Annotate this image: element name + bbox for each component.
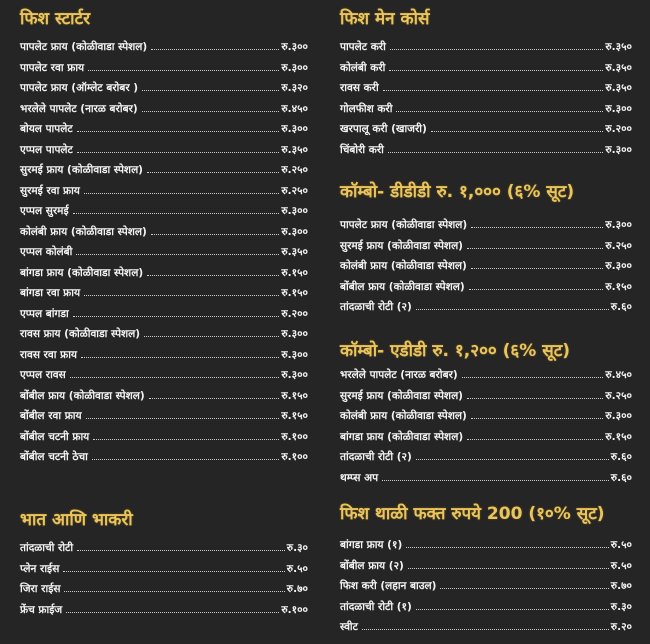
menu-item [340, 81, 632, 102]
menu-item-name: रावस करी [340, 82, 379, 94]
section-heading: भात आणि भाकरी [20, 510, 133, 530]
menu-item-name: बोंबील फ्राय (कोळीवाडा स्पेशल) [340, 280, 465, 293]
menu-item [20, 389, 308, 410]
menu-item-price: रु.१०० [281, 430, 308, 443]
menu-item-name: कोलंबी फ्राय (कोळीवाडा स्पेशल) [340, 410, 467, 422]
menu-item [20, 266, 308, 287]
menu-item [340, 102, 632, 123]
menu-item-name: प्लेन राईस [20, 562, 60, 575]
menu-item [340, 40, 632, 61]
section-fish-starter [20, 8, 308, 463]
dotted-leader [390, 49, 604, 50]
dotted-leader [73, 213, 280, 214]
menu-item-price: रु.३०० [281, 328, 308, 340]
menu-item-name: रावस फ्राय (कोळीवाडा स्पेशल) [20, 328, 141, 340]
menu-item-price: रु.३०० [281, 41, 308, 53]
menu-item-price: रु.४५० [281, 102, 308, 115]
menu-item [20, 122, 308, 143]
dotted-leader [66, 612, 279, 613]
menu-item-price: रु.३५० [605, 82, 632, 94]
section-heading: कॉम्बो- एडीडी रु. १,२०० (६% सूट) [340, 341, 571, 361]
menu-item-price: रु.२०० [605, 123, 632, 135]
menu-item [20, 348, 308, 369]
menu-item-name: बांगडा फ्राय (१) [340, 539, 403, 551]
menu-item-name: कोलंबी फ्राय (कोळीवाडा स्पेशल) [340, 260, 467, 272]
menu-item [20, 204, 308, 225]
menu-item-name: तांदळाची रोटी (२) [340, 451, 412, 463]
menu-item-price: रु.१५० [281, 266, 308, 279]
dotted-leader [144, 336, 279, 337]
menu-item-name: खरपालू करी (खाजरी) [340, 123, 427, 135]
menu-item-price: रु.३०० [281, 205, 308, 217]
menu-item-name: एप्पल कोलंबी [20, 246, 73, 258]
menu-item-name: जिरा राईस [20, 583, 61, 595]
dotted-leader [151, 49, 279, 50]
dotted-leader [149, 398, 280, 399]
menu-item [340, 579, 632, 600]
menu-item-name: फिश करी (लहान बाउल) [340, 580, 437, 592]
menu-item-price: रु.७० [286, 583, 308, 595]
menu-item-price: रु.७० [610, 580, 632, 592]
menu-item-name: सुरमई फ्राय (कोळीवाडा स्पेशल) [340, 239, 463, 252]
dotted-leader [147, 275, 279, 276]
dotted-leader [142, 111, 280, 112]
menu-item-name: एप्पल सुरमई [20, 205, 69, 217]
dotted-leader [416, 459, 609, 460]
menu-item [20, 307, 308, 328]
menu-item [20, 286, 308, 307]
menu-item [340, 600, 632, 621]
menu-item-price: रु.१५० [605, 280, 632, 293]
dotted-leader [84, 193, 279, 194]
section-heading: फिश स्टार्टर [20, 9, 91, 29]
menu-item-list [20, 40, 308, 471]
menu-item-name: पापलेट फ्राय (कोळीवाडा स्पेशल) [20, 41, 148, 53]
section-combo-dd [340, 181, 632, 313]
menu-item-name: तांदळाची रोटी (१) [340, 600, 412, 613]
menu-item [20, 163, 308, 184]
menu-item-name: बोंबील चटनी फ्राय [20, 430, 90, 443]
menu-item-name: पापलेट रवा फ्राय [20, 61, 85, 74]
section-heading: फिश मेन कोर्स [340, 9, 430, 29]
menu-item [20, 61, 308, 82]
dotted-leader [471, 418, 604, 419]
menu-item [20, 430, 308, 451]
menu-item-name: गोलफीश करी [340, 102, 393, 115]
menu-item-list [340, 218, 632, 321]
menu-item [20, 409, 308, 430]
menu-item [20, 541, 308, 562]
menu-item-price: रु.१०० [281, 451, 308, 463]
menu-item [20, 81, 308, 102]
menu-item-price: रु.२५० [605, 389, 632, 402]
menu-item [340, 368, 632, 389]
menu-item-name: एप्पल पापलेट [20, 143, 73, 156]
section-heading: फिश थाळी फक्त रुपये 200 (१०% सूट) [340, 504, 605, 524]
menu-item [340, 61, 632, 82]
dotted-leader [63, 571, 285, 572]
menu-item [20, 603, 308, 624]
menu-item-name: थम्प्स अप [340, 471, 379, 484]
menu-item-price: रु.३०० [605, 260, 632, 272]
menu-item-name: बांगडा रवा फ्राय [20, 287, 81, 299]
menu-item [20, 143, 308, 164]
menu-item [340, 559, 632, 580]
section-fish-main-course [340, 8, 632, 156]
menu-item-name: भरलेले पापलेट (नारळ बरोबर) [340, 369, 458, 381]
dotted-leader [362, 629, 609, 630]
dotted-leader [77, 550, 285, 551]
menu-item-price: रु.३५० [605, 41, 632, 53]
menu-item [20, 327, 308, 348]
dotted-leader [382, 480, 609, 481]
menu-item [340, 259, 632, 280]
dotted-leader [467, 398, 603, 399]
menu-item [20, 245, 308, 266]
menu-item-price: रु.१५० [281, 389, 308, 402]
menu-item-name: सुरमई फ्राय (कोळीवाडा स्पेशल) [20, 164, 143, 176]
menu-item-price: रु.३५० [281, 246, 308, 258]
menu-item-price: रु.२५० [281, 164, 308, 176]
dotted-leader [73, 316, 280, 317]
menu-item [340, 471, 632, 492]
dotted-leader [142, 90, 279, 91]
dotted-leader [93, 439, 279, 440]
menu-item [340, 300, 632, 321]
menu-item [340, 280, 632, 301]
menu-item [20, 582, 308, 603]
menu-item-name: स्वीट [340, 621, 358, 633]
menu-item [20, 225, 308, 246]
menu-item-list [340, 368, 632, 491]
menu-item [340, 409, 632, 430]
menu-item [20, 450, 308, 471]
menu-item [340, 218, 632, 239]
dotted-leader [151, 234, 280, 235]
menu-item-name: सुरमई रवा फ्राय [20, 184, 80, 197]
dotted-leader [469, 289, 604, 290]
dotted-leader [70, 377, 280, 378]
dotted-leader [77, 152, 280, 153]
menu-item-name: कोलंबी फ्राय (कोळीवाडा स्पेशल) [20, 225, 147, 238]
dotted-leader [467, 248, 603, 249]
dotted-leader [92, 459, 279, 460]
menu-item [340, 430, 632, 451]
menu-item-price: रु.१५० [605, 430, 632, 443]
section-fish-thali [340, 503, 632, 633]
menu-item [20, 40, 308, 61]
menu-item-price: रु.३०० [281, 348, 308, 361]
menu-item-name: भरलेले पापलेट (नारळ बरोबर) [20, 102, 138, 115]
dotted-leader [86, 418, 280, 419]
menu-item [340, 538, 632, 559]
menu-item-price: रु.३५० [605, 61, 632, 74]
menu-item-name: बांगडा फ्राय (कोळीवाडा स्पेशल) [340, 430, 464, 443]
menu-item-price: रु.२५० [605, 239, 632, 252]
menu-item-price: रु.३० [610, 600, 632, 613]
dotted-leader [396, 111, 603, 112]
dotted-leader [88, 70, 279, 71]
dotted-leader [389, 70, 603, 71]
section-combo-ad [340, 340, 632, 484]
dotted-leader [388, 152, 603, 153]
dotted-leader [84, 295, 279, 296]
menu-item-name: फ्रेंच फ्राईज [20, 603, 63, 616]
menu-item-list [340, 40, 632, 163]
menu-item-price: रु.१०० [281, 603, 308, 616]
menu-item [20, 562, 308, 583]
menu-item-price: रु.३०० [281, 225, 308, 238]
menu-item-price: रु.३०० [605, 102, 632, 115]
menu-item-name: चिंबोरी करी [340, 143, 384, 156]
menu-item-name: बोंबील चटनी ठेचा [20, 451, 88, 463]
menu-item-list [20, 541, 308, 623]
dotted-leader [416, 609, 609, 610]
section-heading: कॉम्बो- डीडीडी रु. १,००० (६% सूट) [340, 182, 575, 202]
menu-item-name: तांदळाची रोटी [20, 542, 74, 554]
menu-item-name: रावस रवा फ्राय [20, 348, 78, 361]
menu-item-price: रु.३०० [605, 410, 632, 422]
menu-item-price: रु.५० [610, 559, 632, 572]
menu-item-price: रु.६० [610, 451, 632, 463]
menu-item-name: पापलेट फ्राय (ऑम्लेट बरोबर ) [20, 82, 139, 94]
dotted-leader [467, 439, 603, 440]
menu-item-name: बांगडा फ्राय (कोळीवाडा स्पेशल) [20, 266, 144, 279]
menu-item-name: तांदळाची रोटी (२) [340, 301, 412, 313]
menu-item [340, 620, 632, 641]
menu-item-name: बोंबील रवा फ्राय [20, 410, 82, 422]
dotted-leader [471, 268, 604, 269]
section-rice-bread [20, 509, 308, 616]
menu-item-price: रु.६० [610, 301, 632, 313]
menu-item-price: रु.५० [610, 539, 632, 551]
dotted-leader [383, 90, 604, 91]
menu-item-price: रु.५० [286, 562, 308, 575]
dotted-leader [81, 357, 279, 358]
dotted-leader [64, 591, 284, 592]
dotted-leader [147, 172, 279, 173]
menu-item-price: रु.२० [610, 621, 632, 633]
menu-item [20, 102, 308, 123]
menu-item-price: रु.३०० [281, 369, 308, 381]
menu-item-price: रु.३०० [281, 61, 308, 74]
menu-item [20, 184, 308, 205]
menu-item-name: बोंबील फ्राय (कोळीवाडा स्पेशल) [20, 389, 145, 402]
menu-item-name: एप्पल बांगडा [20, 307, 69, 320]
menu-item-price: रु.३०० [605, 143, 632, 156]
dotted-leader [408, 568, 609, 569]
menu-item-price: रु.६० [610, 471, 632, 484]
dotted-leader [471, 227, 603, 228]
menu-item-price: रु.१५० [281, 287, 308, 299]
menu-item-name: पापलेट फ्राय (कोळीवाडा स्पेशल) [340, 219, 468, 231]
menu-item [340, 239, 632, 260]
menu-item-price: रु.३०० [281, 123, 308, 135]
menu-item-name: बोयल पापलेट [20, 123, 73, 135]
menu-item [340, 143, 632, 164]
dotted-leader [406, 547, 609, 548]
menu-item-price: रु.३५० [281, 143, 308, 156]
menu-item-name: बोंबील फ्राय (२) [340, 559, 404, 572]
menu-item-name: एप्पल रावस [20, 369, 66, 381]
menu-item-price: रु.४५० [605, 369, 632, 381]
dotted-leader [76, 254, 279, 255]
menu-item [20, 368, 308, 389]
menu-item-price: रु.२०० [281, 307, 308, 320]
dotted-leader [440, 588, 608, 589]
menu-item [340, 450, 632, 471]
dotted-leader [416, 309, 609, 310]
menu-item-price: रु.३०० [605, 219, 632, 231]
dotted-leader [462, 377, 604, 378]
dotted-leader [431, 131, 604, 132]
menu-item-name: पापलेट करी [340, 41, 386, 53]
menu-item-price: रु.३० [286, 542, 308, 554]
menu-item-price: रु.३२० [281, 82, 308, 94]
menu-item [340, 389, 632, 410]
dotted-leader [77, 131, 280, 132]
menu-item-name: सुरमई फ्राय (कोळीवाडा स्पेशल) [340, 389, 463, 402]
menu-item-price: रु.२५० [281, 184, 308, 197]
menu-item [340, 122, 632, 143]
menu-item-list [340, 538, 632, 641]
menu-item-name: कोलंबी करी [340, 61, 386, 74]
menu-item-price: रु.१५० [281, 410, 308, 422]
